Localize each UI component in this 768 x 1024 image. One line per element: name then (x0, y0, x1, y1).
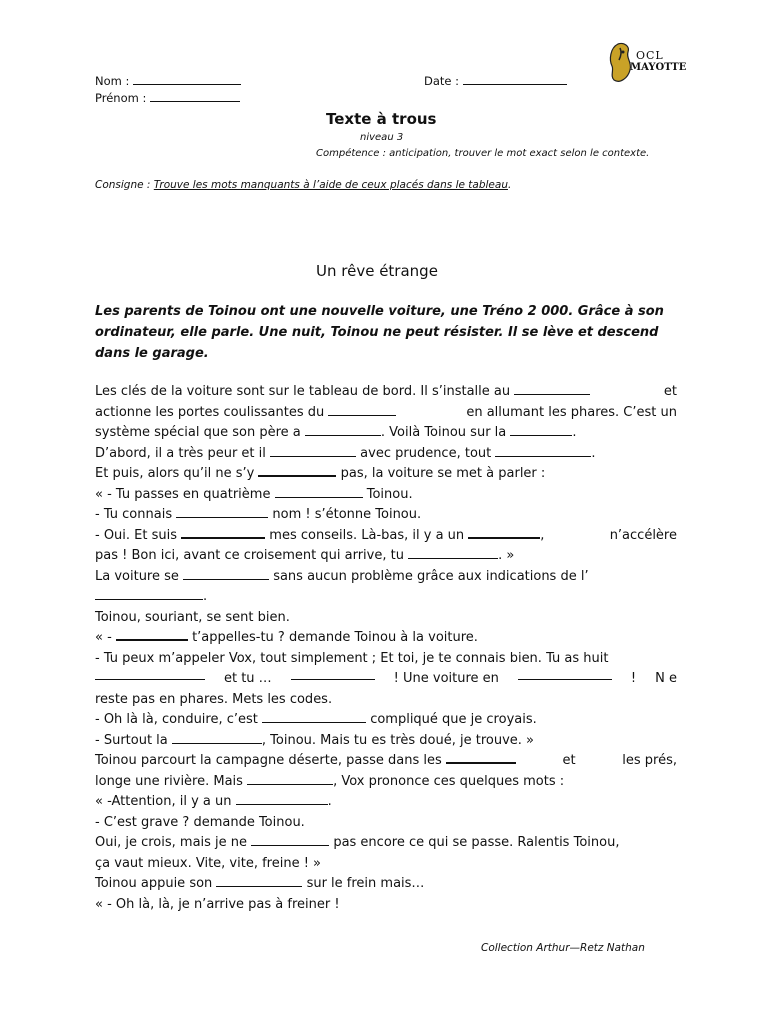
text-line: Les clés de la voiture sont sur le tableau de bord. Il s’installe au et (95, 384, 677, 399)
text-line: Toinou parcourt la campagne déserte, passe dans les et les prés, (95, 753, 677, 768)
ocl-mayotte-logo (606, 40, 698, 88)
prenom-field[interactable] (150, 91, 240, 102)
nom-field[interactable] (133, 74, 241, 85)
niveau-label: niveau 3 (360, 132, 404, 143)
blank-field[interactable] (247, 774, 333, 785)
prenom-label: Prénom : (95, 91, 147, 105)
text-line: Oui, je crois, mais je ne pas encore ce qui se passe. Ralentis Toinou, (95, 835, 620, 850)
text-line: - Tu connais nom ! s’étonne Toinou. (95, 507, 422, 522)
consigne-end: . (507, 179, 512, 191)
text-line: « - Tu passes en quatrième Toinou. (95, 486, 413, 502)
text-line: « - t’appelles-tu ? demande Toinou à la voiture. (95, 630, 478, 645)
logo-text-1: OCL (636, 49, 664, 62)
consigne (95, 179, 511, 191)
blank-field[interactable] (95, 669, 205, 680)
text-line: - Surtout la , Toinou. Mais tu es très doué, je trouve. » (95, 732, 535, 748)
text-line: . (95, 587, 677, 608)
blank-field[interactable] (270, 446, 356, 457)
date-label: Date : (424, 74, 460, 88)
blank-field[interactable] (236, 794, 328, 805)
blank-field[interactable] (251, 835, 329, 846)
text-line: système spécial que son père a . Voilà Toinou sur la . (95, 425, 577, 440)
prenom-row (95, 91, 240, 105)
competence-label: Compétence : anticipation, trouver le mot exact selon le contexte. (316, 148, 650, 159)
blank-field[interactable] (176, 507, 268, 518)
blank-field[interactable] (495, 446, 591, 457)
text-line: pas ! Bon ici, avant ce croisement qui arrive, tu . » (95, 548, 515, 563)
nom-label: Nom : (95, 74, 130, 88)
blank-field[interactable] (408, 548, 498, 559)
text-line: Et puis, alors qu’il ne s’y pas, la voiture se met à parler : (95, 466, 546, 481)
story-title: Un rêve étrange (316, 262, 438, 280)
blank-field[interactable] (172, 733, 262, 744)
blank-field[interactable] (510, 425, 572, 436)
blank-field[interactable] (468, 527, 540, 539)
text-line: longe une rivière. Mais , Vox prononce ces quelques mots : (95, 773, 565, 789)
text-line: - Oh là là, conduire, c’est compliqué que je croyais. (95, 712, 537, 727)
text-line: La voiture se sans aucun problème grâce aux indications de l’ (95, 568, 589, 584)
nom-row (95, 74, 241, 88)
blank-field[interactable] (291, 669, 375, 680)
blank-field[interactable] (262, 712, 366, 723)
blank-field[interactable] (95, 589, 203, 600)
blank-field[interactable] (305, 425, 381, 436)
text-line: actionne les portes coulissantes du en allumant les phares. C’est un (95, 404, 677, 420)
text-line: - Tu peux m’appeler Vox, tout simplement ; Et toi, je te connais bien. Tu as huit (95, 650, 609, 666)
blank-field[interactable] (514, 384, 590, 395)
consigne-label: Consigne : (95, 179, 151, 191)
story-body (95, 382, 677, 915)
date-row (424, 74, 567, 88)
text-line: « -Attention, il y a un . (95, 794, 332, 809)
text-line: - Oui. Et suis mes conseils. Là-bas, il y a un , n’accélère (95, 527, 677, 543)
consigne-text: Trouve les mots manquants à l’aide de ceux placés dans le tableau (153, 179, 508, 191)
blank-field[interactable] (116, 629, 188, 641)
logo-text-2: MAYOTTE (630, 62, 687, 73)
text-line: « - Oh là, là, je n’arrive pas à freiner ! (95, 896, 340, 912)
text-line: Toinou appuie son sur le frein mais… (95, 876, 425, 891)
blank-field[interactable] (275, 487, 363, 498)
text-line: Toinou, souriant, se sent bien. (95, 609, 290, 625)
intro-paragraph: Les parents de Toinou ont une nouvelle voiture, une Tréno 2 000. Grâce à son ordinateur, elle parle. Une nuit, Toinou ne peut résister. Il se lève et descend dans le garage. (95, 304, 664, 361)
footer-credit: Collection Arthur—Retz Nathan (481, 942, 645, 954)
text-line: reste pas en phares. Mets les codes. (95, 691, 333, 707)
text-line: et tu … ! Une voiture en ! N e (95, 669, 677, 690)
blank-field[interactable] (328, 405, 396, 416)
blank-field[interactable] (183, 569, 269, 580)
text-line: - C’est grave ? demande Toinou. (95, 814, 305, 830)
blank-field[interactable] (258, 465, 336, 477)
blank-field[interactable] (446, 752, 516, 764)
blank-field[interactable] (181, 527, 265, 539)
blank-field[interactable] (518, 669, 612, 680)
text-line: D’abord, il a très peur et il avec prudence, tout . (95, 445, 596, 461)
page-title: Texte à trous (326, 110, 437, 128)
blank-field[interactable] (216, 876, 302, 887)
text-line: ça vaut mieux. Vite, vite, freine ! » (95, 855, 322, 871)
date-field[interactable] (463, 74, 567, 85)
